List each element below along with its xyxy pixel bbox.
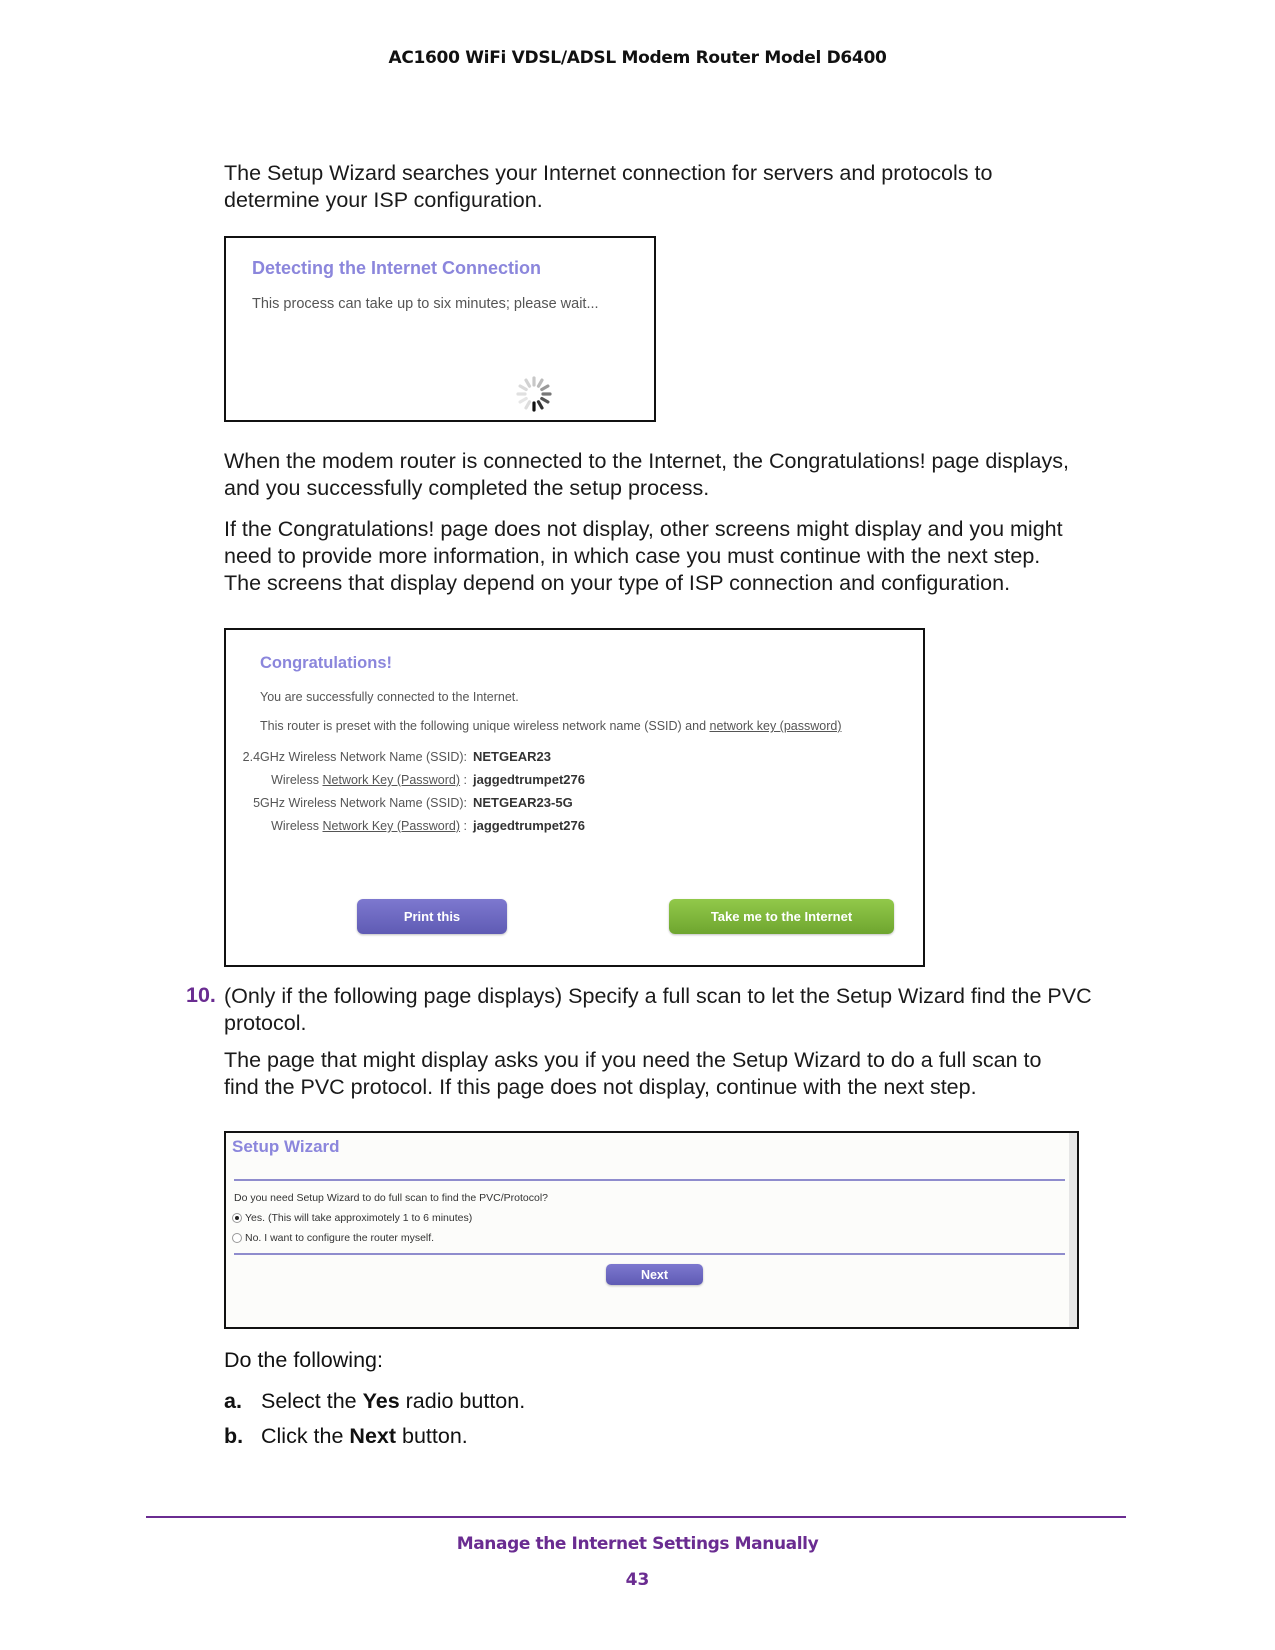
step-10-text [224,983,1124,1037]
setup-wizard-screenshot [224,1131,1079,1329]
ssid-24ghz-value: NETGEAR23 [473,749,552,764]
key-24ghz-value: jaggedtrumpet276 [473,772,585,787]
step-10-line-1: (Only if the following page displays) Specify a full scan to let the Setup Wizard find the PVC [224,984,1092,1008]
preset-text: This router is preset with the following unique wireless network name (SSID) and [260,719,710,733]
item-text: Select the [261,1389,363,1413]
not-display-paragraph [224,516,1124,597]
connected-line-1: When the modem router is connected to the Internet, the Congratulations! page displays, [224,449,1069,473]
ssid-24ghz-label: 2.4GHz Wireless Network Name (SSID): [242,750,467,764]
not-display-line-3: The screens that display depend on your type of ISP connection and configuration. [224,571,1011,595]
step-10-description [224,1047,1124,1101]
congratulations-screenshot [224,628,925,967]
key-label-suffix: : [460,773,467,787]
ssid-5ghz-value: NETGEAR23-5G [473,795,573,810]
detect-title: Detecting the Internet Connection [252,258,542,278]
print-this-button[interactable]: Print this [357,899,507,934]
key-5ghz-label [232,819,467,833]
divider [234,1179,1065,1181]
take-me-to-internet-button[interactable]: Take me to the Internet [669,899,894,934]
footer-section-title: Manage the Internet Settings Manually [456,1534,819,1554]
item-text: radio button. [399,1389,526,1413]
preset-message [260,719,842,733]
item-text: button. [396,1424,468,1448]
item-bold: Next [349,1424,397,1448]
step-number: 10. [186,983,216,1007]
network-key-link[interactable]: network key (password) [709,719,842,733]
radio-label-no: No. I want to configure the router myself. [245,1232,435,1244]
item-text: Click the [261,1424,350,1448]
radio-button-no[interactable] [232,1233,242,1243]
congrats-title: Congratulations! [260,654,392,672]
connected-paragraph [224,448,1124,502]
radio-option-yes[interactable] [232,1212,472,1224]
key-label-suffix: : [460,819,467,833]
connected-message: You are successfully connected to the Internet. [260,690,519,704]
ssid-24ghz-row [232,749,551,764]
loading-spinner-icon [514,374,554,414]
step-10-desc-line-2: find the PVC protocol. If this page does not display, continue with the next step. [224,1075,977,1099]
step-10-line-2: protocol. [224,1011,307,1035]
radio-option-no[interactable] [232,1232,434,1244]
instruction-item-a [224,1389,525,1414]
radio-button-yes[interactable] [232,1213,242,1223]
radio-label-yes: Yes. (This will take approximotely 1 to 6 minutes) [245,1212,473,1224]
network-key-password-link[interactable]: Network Key (Password) [322,819,461,833]
intro-line-2: determine your ISP configuration. [224,188,543,212]
key-5ghz-value: jaggedtrumpet276 [473,818,585,833]
scrollbar[interactable] [1069,1133,1077,1327]
instruction-item-b [224,1424,468,1449]
item-letter: a. [224,1389,242,1413]
instructions-lead: Do the following: [224,1348,383,1372]
wizard-question: Do you need Setup Wizard to do full scan to find the PVC/Protocol? [234,1192,549,1204]
wizard-title: Setup Wizard [232,1137,340,1156]
item-bold: Yes [362,1389,400,1413]
detecting-connection-screenshot [224,236,656,422]
key-24ghz-row [232,772,585,787]
not-display-line-1: If the Congratulations! page does not display, other screens might display and you might [224,517,1063,541]
ssid-5ghz-label: 5GHz Wireless Network Name (SSID): [253,796,467,810]
intro-line-1: The Setup Wizard searches your Internet connection for servers and protocols to [224,161,993,185]
key-5ghz-row [232,818,585,833]
detect-message: This process can take up to six minutes; please wait... [252,296,599,312]
step-10-desc-line-1: The page that might display asks you if you need the Setup Wizard to do a full scan to [224,1048,1042,1072]
ssid-5ghz-row [232,795,573,810]
key-24ghz-label [232,773,467,787]
page-number: 43 [625,1570,650,1590]
intro-paragraph [224,160,1124,214]
item-letter: b. [224,1424,244,1448]
key-label-prefix: Wireless [271,773,323,787]
network-key-password-link[interactable]: Network Key (Password) [322,773,461,787]
running-header: AC1600 WiFi VDSL/ADSL Modem Router Model D6400 [388,48,887,68]
footer-divider [146,1516,1126,1518]
divider [234,1253,1065,1255]
key-label-prefix: Wireless [271,819,323,833]
connected-line-2: and you successfully completed the setup process. [224,476,710,500]
next-button[interactable]: Next [606,1264,703,1285]
not-display-line-2: need to provide more information, in which case you must continue with the next step. [224,544,1041,568]
